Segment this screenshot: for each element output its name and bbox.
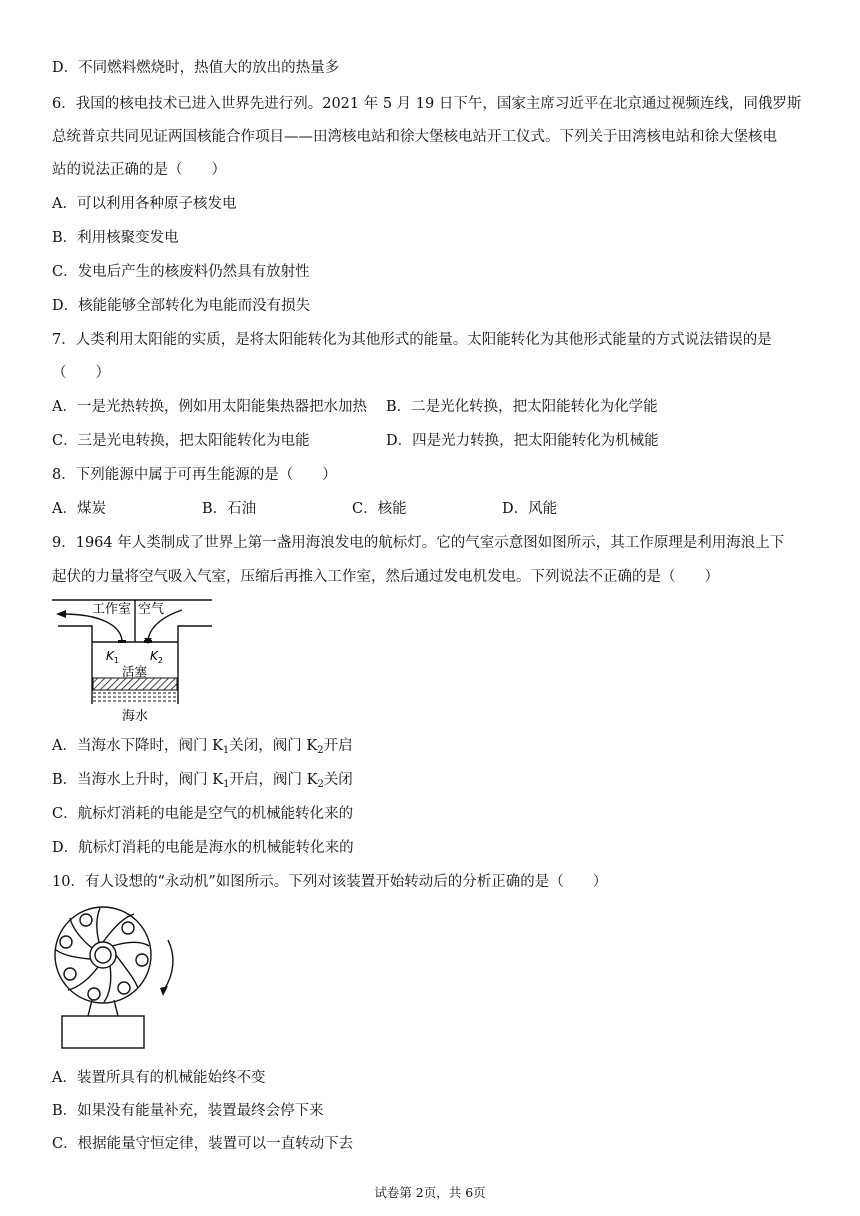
q6-stem-line1: 6．我国的核电技术已进入世界先进行列。2021 年 5 月 19 日下午，国家主席习近平在北京通过视频连线，同俄罗斯 bbox=[52, 96, 802, 112]
q7-option-b: B．二是光化转换，把太阳能转化为化学能 bbox=[386, 399, 658, 415]
fig-label-work-room: 工作室 bbox=[92, 602, 132, 617]
q8-option-d: D．风能 bbox=[502, 501, 558, 517]
q9-stem-line1: 9．1964 年人类制成了世界上第一盏用海浪发电的航标灯。它的气室示意图如图所示，其工作原理是利用海浪上下 bbox=[52, 535, 785, 551]
fig-label-k2: $K_2$ bbox=[150, 649, 163, 665]
q9-option-a: A．当海水下降时，阀门 $K_1$关闭，阀门 $K_2$开启 bbox=[52, 738, 353, 756]
q7-option-c: C．三是光电转换，把太阳能转化为电能 bbox=[52, 433, 310, 449]
q7-option-a: A．一是光热转换，例如用太阳能集热器把水加热 bbox=[52, 399, 367, 415]
ball-icon bbox=[88, 988, 100, 1000]
q9-option-b: B．当海水上升时，阀门 $K_1$开启，阀门 $K_2$关闭 bbox=[52, 772, 353, 790]
q6-stem-line3: 站的说法正确的是（ ） bbox=[52, 162, 226, 178]
ball-icon bbox=[118, 982, 130, 994]
page-footer: 试卷第 2页，共 6页 bbox=[374, 1185, 486, 1200]
perpetual-motion-machine-diagram bbox=[52, 904, 188, 1050]
ball-icon bbox=[136, 954, 148, 966]
fig-label-piston: 活塞 bbox=[122, 664, 148, 679]
q7-stem-line1: 7．人类利用太阳能的实质，是将太阳能转化为其他形式的能量。太阳能转化为其他形式能量的方式说法错误的是 bbox=[52, 332, 772, 348]
fig-label-air: 空气 bbox=[138, 602, 165, 617]
q9-stem-line2: 起伏的力量将空气吸入气室，压缩后再推入工作室，然后通过发电机发电。下列说法不正确的是（ ） bbox=[52, 569, 719, 585]
ball-icon bbox=[80, 914, 92, 926]
q8-option-b: B．石油 bbox=[202, 501, 257, 517]
q6-option-d: D．核能能够全部转化为电能而没有损失 bbox=[52, 298, 311, 314]
q6-stem-line2: 总统普京共同见证两国核能合作项目——田湾核电站和徐大堡核电站开工仪式。下列关于田湾核电站和徐大堡核电 bbox=[52, 129, 777, 145]
q9-option-c: C．航标灯消耗的电能是空气的机械能转化来的 bbox=[52, 806, 354, 822]
q6-option-a: A．可以利用各种原子核发电 bbox=[52, 196, 237, 212]
valve-k2-icon bbox=[144, 640, 152, 643]
q6-option-b: B．利用核聚变发电 bbox=[52, 230, 179, 246]
q9-option-d: D．航标灯消耗的电能是海水的机械能转化来的 bbox=[52, 840, 354, 856]
valve-k1-icon bbox=[118, 640, 126, 643]
q8-stem: 8．下列能源中属于可再生能源的是（ ） bbox=[52, 467, 337, 483]
q7-stem-line2: （ ） bbox=[52, 365, 110, 381]
ball-icon bbox=[122, 922, 134, 934]
q10-option-c: C．根据能量守恒定律，装置可以一直转动下去 bbox=[52, 1136, 354, 1152]
fig-label-seawater: 海水 bbox=[122, 709, 149, 724]
q8-option-a: A．煤炭 bbox=[52, 501, 106, 517]
rotation-arrow-icon bbox=[164, 940, 173, 990]
q6-option-c: C．发电后产生的核废料仍然具有放射性 bbox=[52, 264, 310, 280]
q8-option-c: C．核能 bbox=[352, 501, 407, 517]
ball-icon bbox=[64, 968, 76, 980]
fig-label-k1: $K_1$ bbox=[106, 649, 119, 665]
q10-option-b: B．如果没有能量补充，装置最终会停下来 bbox=[52, 1103, 324, 1119]
q10-stem: 10．有人设想的“永动机”如图所示。下列对该装置开始转动后的分析正确的是（ ） bbox=[52, 874, 608, 890]
q5-option-d: D．不同燃料燃烧时，热值大的放出的热量多 bbox=[52, 60, 340, 76]
ball-icon bbox=[60, 936, 72, 948]
q7-option-d: D．四是光力转换，把太阳能转化为机械能 bbox=[386, 433, 659, 449]
air-chamber-diagram bbox=[52, 596, 220, 728]
machine-base bbox=[62, 1016, 144, 1048]
q10-option-a: A．装置所具有的机械能始终不变 bbox=[52, 1070, 266, 1086]
